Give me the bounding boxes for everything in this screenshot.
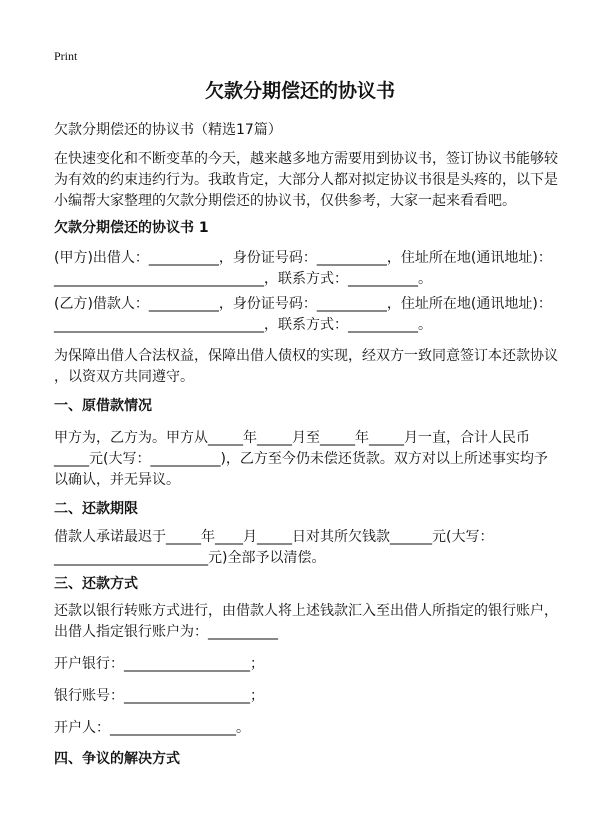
account-holder-line: 开户人：__________________。 (54, 720, 250, 736)
document-title: 欠款分期偿还的协议书 (204, 80, 395, 102)
party-b-line: ______________________________，联系方式：__________。 (54, 317, 432, 333)
section1-line: 甲方为，乙方为。甲方从_____年_____月至_____年_____月一直，合计人民币 (54, 430, 530, 446)
print-link[interactable]: Print (54, 49, 78, 63)
bank-account-line: 银行账号：__________________； (54, 688, 264, 704)
section1-line: _____元(大写：__________)，乙方至今仍未偿还货款。双方对以上所述事实均予 (54, 451, 548, 467)
section2-line: 借款人承诺最迟于_____年____月_____日对其所欠钱款______元(大写： (54, 529, 494, 545)
subtitle: 欠款分期偿还的协议书（精选17篇） (54, 122, 282, 138)
section2-line: ______________________元)全部予以清偿。 (54, 550, 326, 566)
agreement-heading: 欠款分期偿还的协议书 1 (54, 220, 209, 236)
purpose-line: 为保障出借人合法权益，保障出借人债权的实现，经双方一致同意签订本还款协议 (54, 348, 558, 364)
party-a-line: (甲方)出借人：__________，身份证号码：__________，住址所在地(通讯地址)： (54, 250, 552, 266)
party-a-line: ______________________________，联系方式：__________。 (54, 271, 432, 287)
section3-line: 出借人指定银行账户为：__________ (54, 624, 278, 640)
section1-line: 以确认，并无异议。 (54, 472, 180, 488)
section2-heading: 二、还款期限 (54, 501, 138, 517)
intro-line: 小编帮大家整理的欠款分期偿还的协议书，仅供参考，大家一起来看看吧。 (54, 193, 516, 209)
party-b-line: (乙方)借款人：__________，身份证号码：__________，住址所在地(通讯地址)： (54, 296, 552, 312)
intro-line: 为有效的约束违约行为。我敢肯定，大部分人都对拟定协议书很是头疼的，以下是 (54, 172, 558, 188)
section3-line: 还款以银行转账方式进行，由借款人将上述钱款汇入至出借人所指定的银行账户， (54, 603, 558, 619)
purpose-line: ，以资双方共同遵守。 (54, 369, 194, 385)
bank-name-line: 开户银行：__________________； (54, 656, 264, 672)
section4-heading: 四、争议的解决方式 (54, 751, 180, 767)
intro-line: 在快速变化和不断变革的今天，越来越多地方需要用到协议书，签订协议书能够较 (54, 151, 558, 167)
section3-heading: 三、还款方式 (54, 576, 138, 592)
section1-heading: 一、原借款情况 (54, 398, 152, 414)
